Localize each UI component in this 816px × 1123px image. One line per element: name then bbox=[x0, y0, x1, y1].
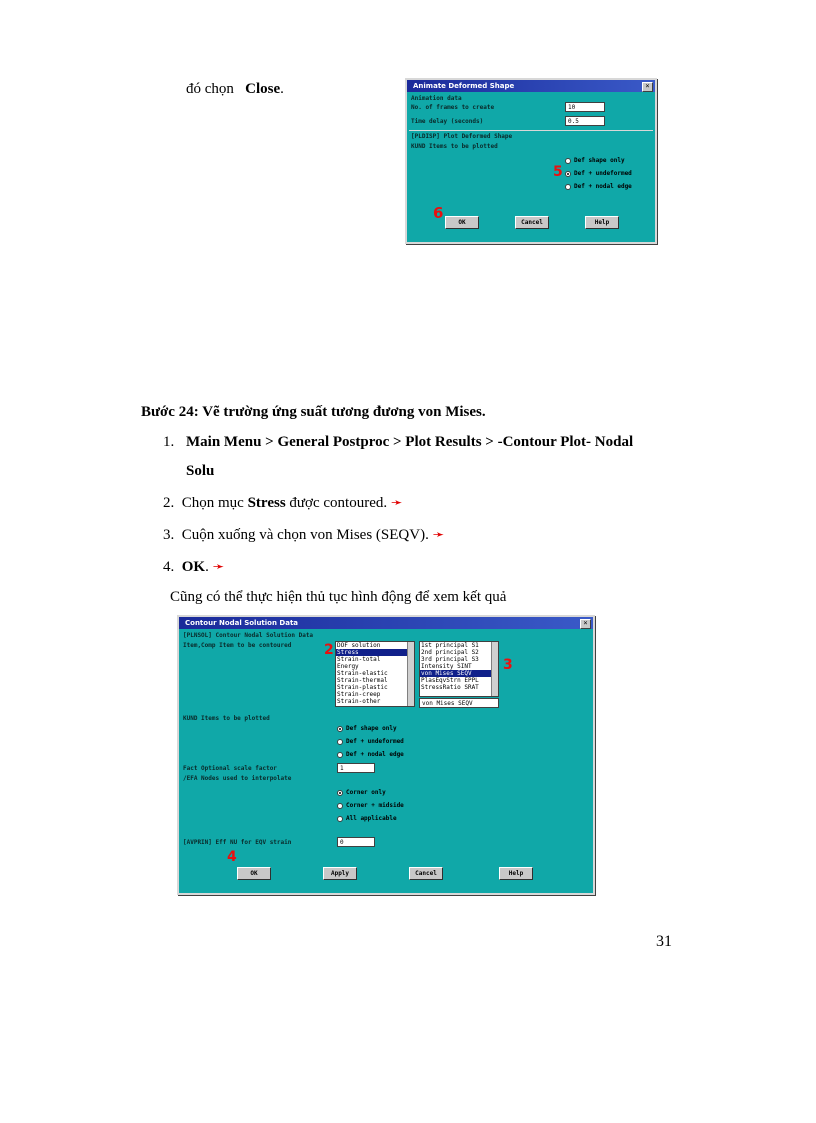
red-arrow-icon: ➛ bbox=[432, 527, 445, 543]
list-item[interactable]: Strain-total bbox=[337, 656, 381, 663]
marker-5: 5 bbox=[553, 164, 563, 180]
step-item-1-path-cont: Solu bbox=[186, 463, 215, 479]
list-item[interactable]: PlasEqvStrn EPPL bbox=[421, 677, 479, 684]
kund-label: KUND Items to be plotted bbox=[411, 143, 498, 150]
close-icon[interactable]: × bbox=[642, 82, 653, 92]
list-item[interactable]: 2nd principal S2 bbox=[421, 649, 479, 656]
radio-label-def-nodal-edge: Def + nodal edge bbox=[574, 183, 632, 190]
close-icon[interactable]: × bbox=[580, 619, 591, 629]
ok-button[interactable]: OK bbox=[445, 216, 479, 229]
list-item[interactable]: 1st principal S1 bbox=[421, 642, 479, 649]
divider bbox=[409, 130, 653, 131]
item-component-list[interactable] bbox=[419, 641, 499, 697]
scrollbar[interactable] bbox=[491, 642, 498, 696]
help-button[interactable]: Help bbox=[585, 216, 619, 229]
delay-label: Time delay (seconds) bbox=[411, 118, 484, 125]
radio-label-def-undeformed: Def + undeformed bbox=[346, 738, 404, 745]
radio-label-all-applicable: All applicable bbox=[346, 815, 397, 822]
frames-input[interactable]: 10 bbox=[565, 102, 605, 112]
radio-all-applicable[interactable] bbox=[337, 816, 343, 822]
item-category-list[interactable] bbox=[335, 641, 415, 707]
cancel-button[interactable]: Cancel bbox=[515, 216, 549, 229]
radio-def-nodal-edge[interactable] bbox=[337, 752, 343, 758]
animate-dialog-title[interactable]: Animate Deformed Shape bbox=[407, 80, 655, 92]
marker-4: 4 bbox=[227, 849, 237, 865]
list-item[interactable]: Strain-elastic bbox=[337, 670, 388, 677]
radio-label-def-shape-only: Def shape only bbox=[574, 157, 625, 164]
radio-def-nodal-edge[interactable] bbox=[565, 184, 571, 190]
animate-dialog bbox=[405, 78, 657, 244]
apply-button[interactable]: Apply bbox=[323, 867, 357, 880]
ok-button[interactable]: OK bbox=[237, 867, 271, 880]
list-item[interactable]: Strain-other bbox=[337, 698, 381, 705]
help-button[interactable]: Help bbox=[499, 867, 533, 880]
list-item[interactable]: Intensity SINT bbox=[421, 663, 472, 670]
step-item-1-number: 1. bbox=[163, 434, 175, 450]
list-item[interactable]: 3rd principal S3 bbox=[421, 656, 479, 663]
step-item-2: 2. Chọn mục Stress được contoured. ➛ bbox=[163, 495, 403, 511]
radio-label-def-undeformed: Def + undeformed bbox=[574, 170, 632, 177]
list-item[interactable]: Strain-plastic bbox=[337, 684, 388, 691]
step-item-3: 3. Cuộn xuống và chọn von Mises (SEQV). ➛ bbox=[163, 527, 445, 543]
radio-label-corner-only: Corner only bbox=[346, 789, 386, 796]
radio-def-undeformed[interactable] bbox=[337, 739, 343, 745]
note-text: Cũng có thể thực hiện thủ tục hình động để xem kết quả bbox=[170, 589, 507, 605]
list-item[interactable]: StressRatio SRAT bbox=[421, 684, 479, 691]
intro-close-word: Close bbox=[245, 81, 281, 97]
step-item-1-path: Main Menu > General Postproc > Plot Results > -Contour Plot- Nodal bbox=[186, 434, 634, 450]
list-item[interactable]: Strain-thermal bbox=[337, 677, 388, 684]
radio-label-corner-midside: Corner + midside bbox=[346, 802, 404, 809]
contour-dialog bbox=[177, 615, 595, 895]
cancel-button[interactable]: Cancel bbox=[409, 867, 443, 880]
red-arrow-icon: ➛ bbox=[390, 495, 403, 511]
marker-6: 6 bbox=[433, 204, 444, 222]
fact-input[interactable]: 1 bbox=[337, 763, 375, 773]
radio-label-def-shape-only: Def shape only bbox=[346, 725, 397, 732]
radio-corner-midside[interactable] bbox=[337, 803, 343, 809]
step-item-4: 4. OK. ➛ bbox=[163, 559, 225, 575]
radio-corner-only[interactable] bbox=[337, 790, 343, 796]
efacet-label: /EFA Nodes used to interpolate bbox=[183, 775, 292, 782]
delay-input[interactable]: 0.5 bbox=[565, 116, 605, 126]
radio-def-shape-only[interactable] bbox=[337, 726, 343, 732]
red-arrow-icon: ➛ bbox=[212, 559, 225, 575]
animation-section-label: Animation data bbox=[411, 95, 462, 102]
intro-line: đó chọn Close. bbox=[186, 81, 284, 97]
pldisp-command-label: [PLDISP] Plot Deformed Shape bbox=[411, 133, 513, 140]
page-number: 31 bbox=[656, 933, 672, 950]
radio-def-undeformed[interactable] bbox=[565, 171, 571, 177]
fact-label: Fact Optional scale factor bbox=[183, 765, 277, 772]
list-item-von-mises[interactable]: von Mises SEQV bbox=[420, 670, 498, 677]
step-heading: Bước 24: Vẽ trường ứng suất tương đương von Mises. bbox=[141, 404, 486, 420]
radio-label-def-nodal-edge: Def + nodal edge bbox=[346, 751, 404, 758]
list-item-stress[interactable]: Stress bbox=[336, 649, 414, 656]
selected-component-field[interactable]: von Mises SEQV bbox=[419, 698, 499, 708]
item-comp-label: Item,Comp Item to be contoured bbox=[183, 642, 292, 649]
intro-text: đó chọn bbox=[186, 81, 234, 97]
kund-label: KUND Items to be plotted bbox=[183, 715, 270, 722]
list-item[interactable]: Strain-creep bbox=[337, 691, 381, 698]
radio-def-shape-only[interactable] bbox=[565, 158, 571, 164]
frames-label: No. of frames to create bbox=[411, 104, 495, 111]
list-item[interactable]: Energy bbox=[337, 663, 359, 670]
avprin-input[interactable]: 0 bbox=[337, 837, 375, 847]
marker-2: 2 bbox=[324, 642, 334, 658]
marker-3: 3 bbox=[503, 657, 513, 673]
contour-dialog-title[interactable]: Contour Nodal Solution Data bbox=[179, 617, 593, 629]
scrollbar[interactable] bbox=[407, 642, 414, 706]
plnsol-command-label: [PLNSOL] Contour Nodal Solution Data bbox=[183, 632, 314, 639]
avprin-label: [AVPRIN] Eff NU for EQV strain bbox=[183, 839, 292, 846]
list-item[interactable]: DOF solution bbox=[337, 642, 381, 649]
